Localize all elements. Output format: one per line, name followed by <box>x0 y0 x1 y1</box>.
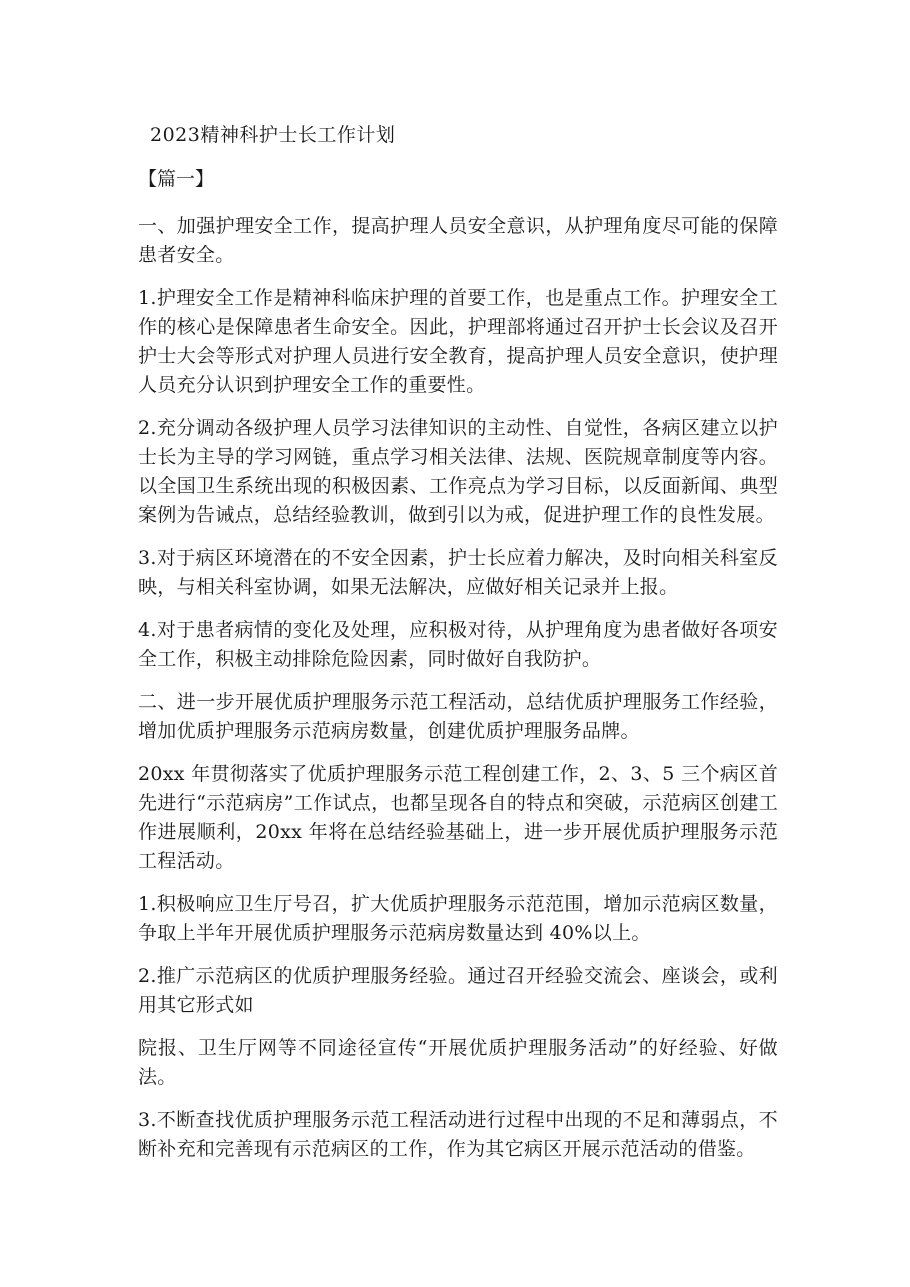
paragraph: 2.充分调动各级护理人员学习法律知识的主动性、自觉性，各病区建立以护士长为主导的学习网链，重点学习相关法律、法规、医院规章制度等内容。以全国卫生系统出现的积极因素、工作亮点为学习目标，以反面新闻、典型案例为告诫点，总结经验教训，做到引以为戒，促进护理工作的良性发展。 <box>138 417 778 526</box>
paragraph: 3.对于病区环境潜在的不安全因素，护士长应着力解决，及时向相关科室反映，与相关科室协调，如果无法解决，应做好相关记录并上报。 <box>138 547 778 598</box>
section-label: 【篇一】 <box>138 168 215 190</box>
paragraph: 院报、卫生厅网等不同途径宣传“开展优质护理服务活动”的好经验、好做法。 <box>138 1037 778 1088</box>
document-body <box>138 120 778 1178</box>
paragraph: 一、加强护理安全工作，提高护理人员安全意识，从护理角度尽可能的保障患者安全。 <box>138 215 778 266</box>
paragraph: 4.对于患者病情的变化及处理，应积极对待，从护理角度为患者做好各项安全工作，积极主动排除危险因素，同时做好自我防护。 <box>138 619 778 670</box>
document-title: 2023精神科护士长工作计划 <box>150 124 396 146</box>
paragraph: 3.不断查找优质护理服务示范工程活动进行过程中出现的不足和薄弱点，不断补充和完善现有示范病区的工作，作为其它病区开展示范活动的借鉴。 <box>138 1109 778 1160</box>
paragraph: 二、进一步开展优质护理服务示范工程活动，总结优质护理服务工作经验，增加优质护理服务示范病房数量，创建优质护理服务品牌。 <box>138 691 778 742</box>
paragraph: 1.积极响应卫生厅号召，扩大优质护理服务示范范围，增加示范病区数量，争取上半年开展优质护理服务示范病房数量达到 40%以上。 <box>138 893 778 944</box>
paragraph: 20xx 年贯彻落实了优质护理服务示范工程创建工作，2、3、5 三个病区首先进行“示范病房”工作试点，也都呈现各自的特点和突破，示范病区创建工作进展顺利，20xx 年将在总结经验基础上，进一步开展优质护理服务示范工程活动。 <box>138 763 778 872</box>
paragraph: 1.护理安全工作是精神科临床护理的首要工作，也是重点工作。护理安全工作的核心是保障患者生命安全。因此，护理部将通过召开护士长会议及召开护士大会等形式对护理人员进行安全教育，提高护理人员安全意识，使护理人员充分认识到护理安全工作的重要性。 <box>138 287 778 396</box>
paragraph: 2.推广示范病区的优质护理服务经验。通过召开经验交流会、座谈会，或利用其它形式如 <box>138 965 778 1016</box>
